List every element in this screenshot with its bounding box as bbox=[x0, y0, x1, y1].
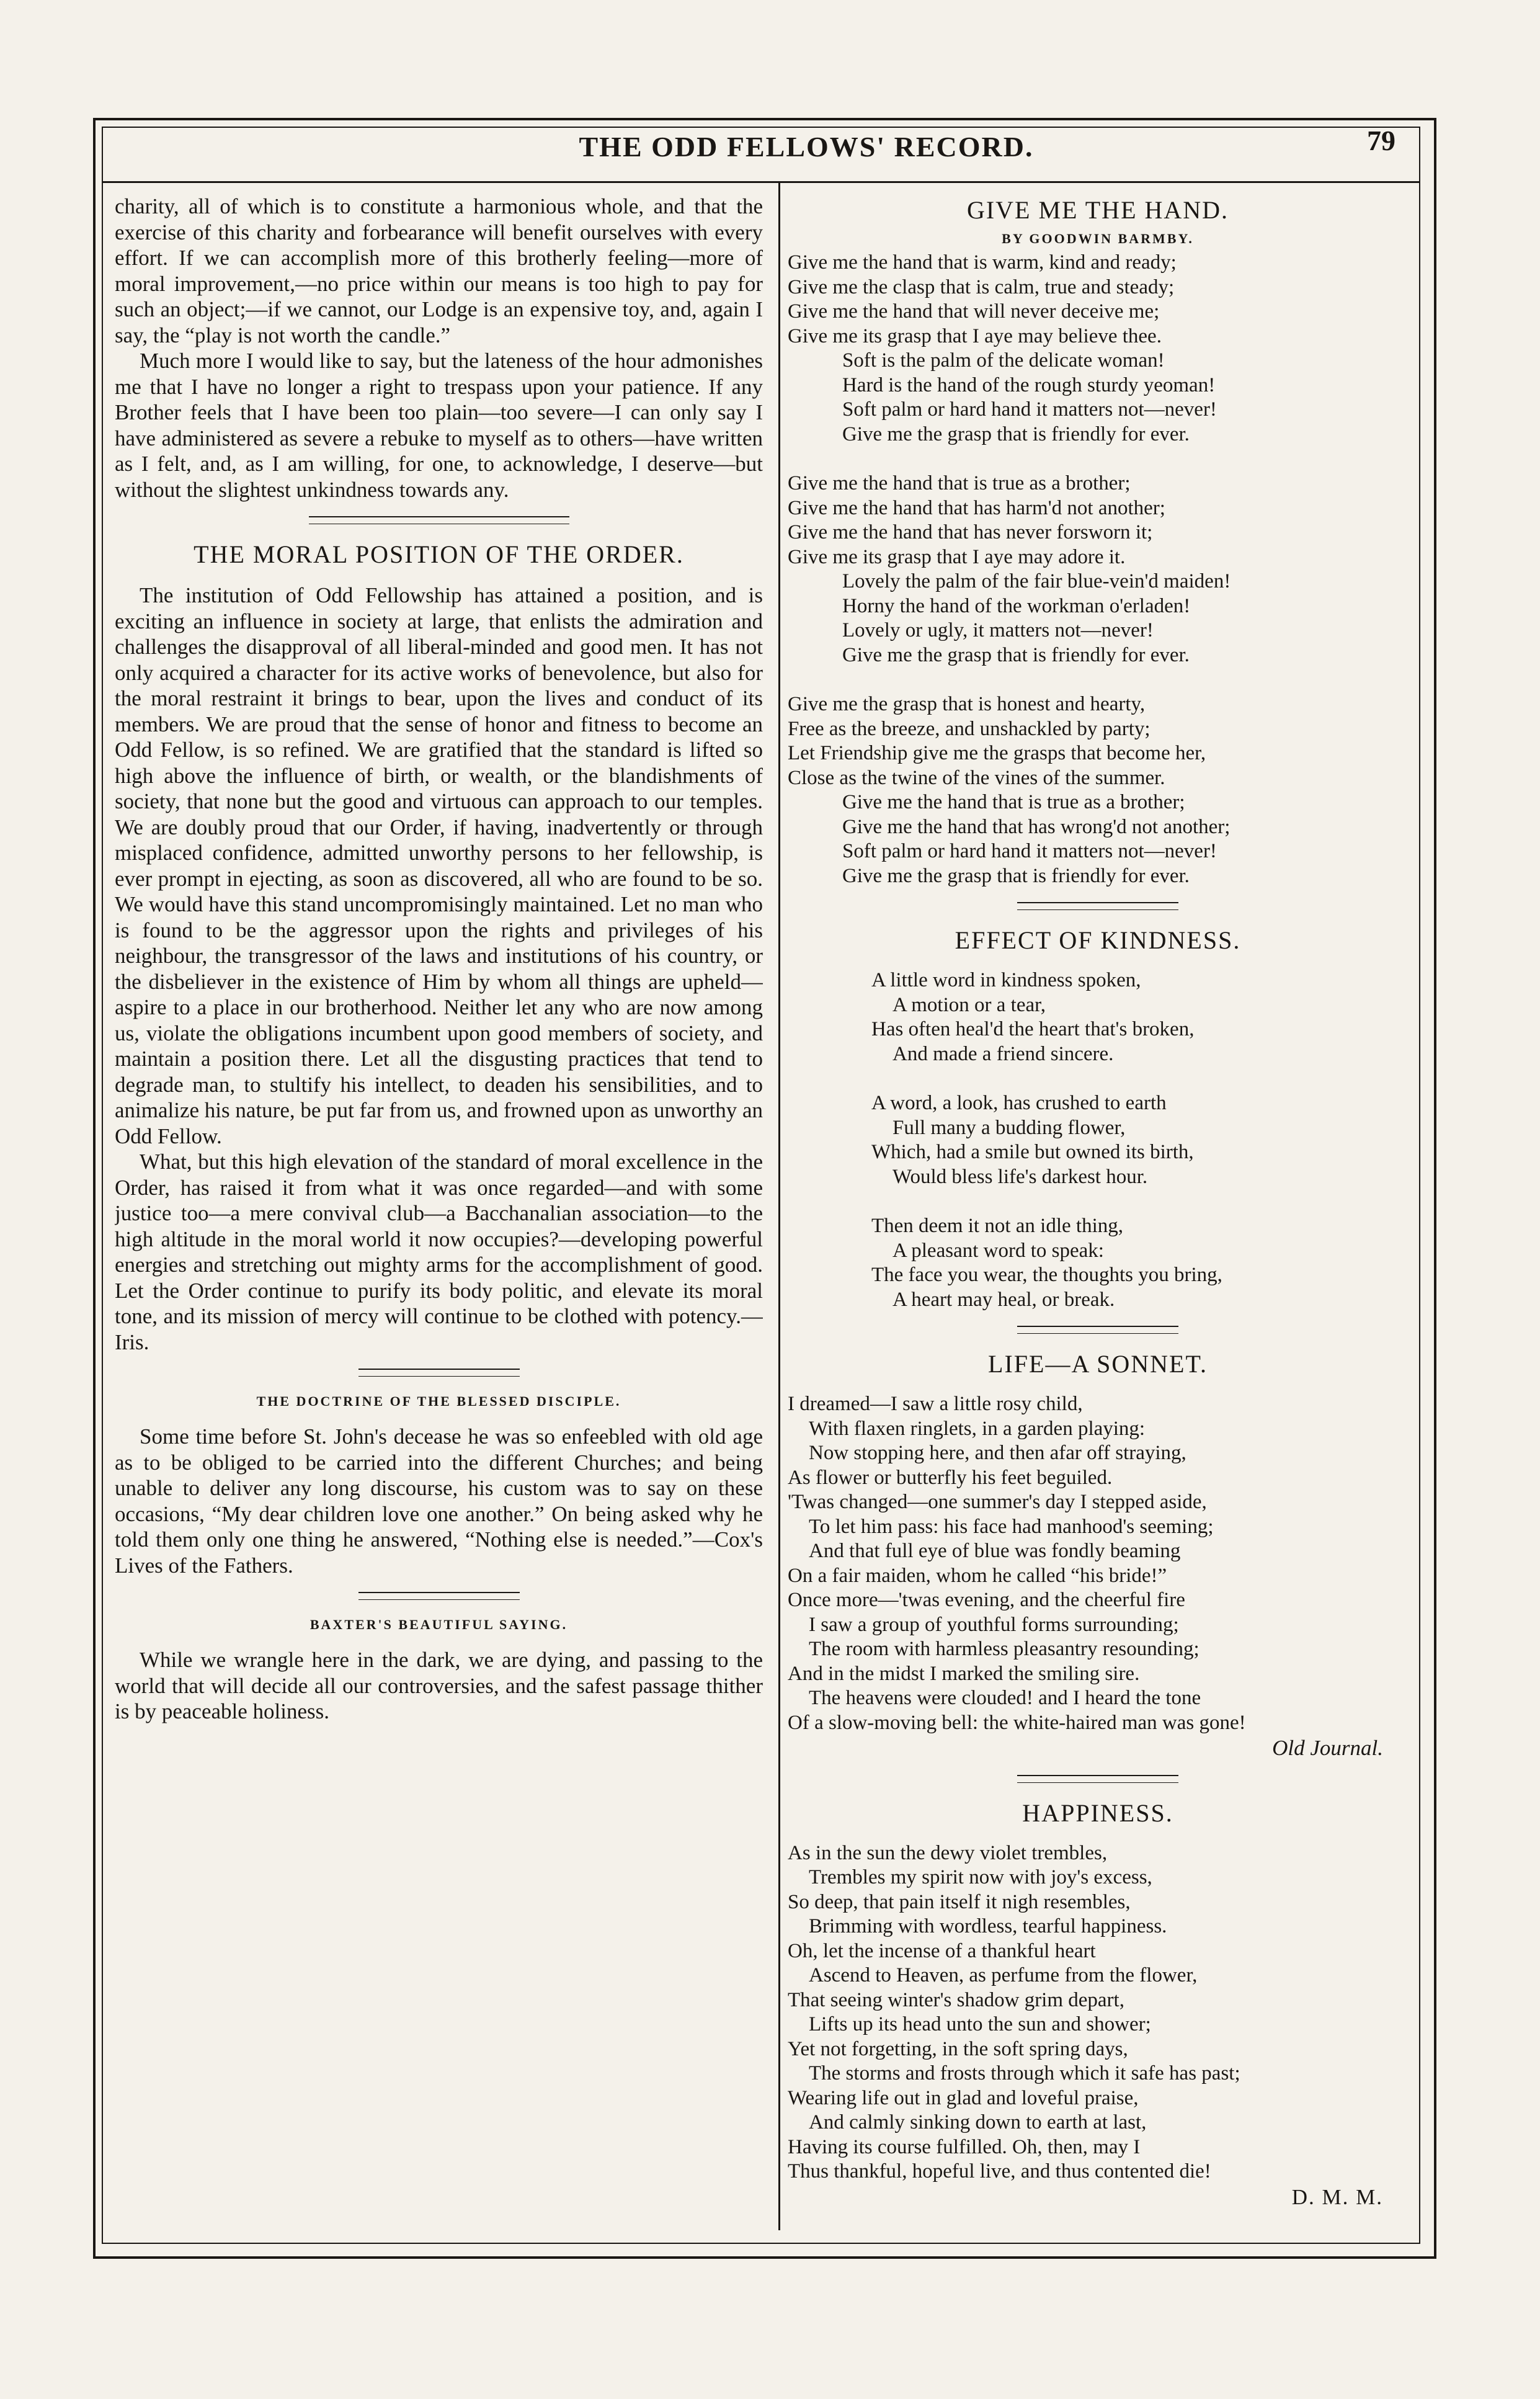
verse-line: Give me the clasp that is calm, true and steady; bbox=[788, 275, 1175, 298]
section-separator bbox=[358, 1592, 520, 1600]
poem-signature: D. M. M. bbox=[1291, 2184, 1383, 2209]
verse-line: With flaxen ringlets, in a garden playing: bbox=[809, 1417, 1146, 1440]
verse-line: And that full eye of blue was fondly beaming bbox=[809, 1540, 1181, 1562]
verse-line: Give me its grasp that I aye may believe thee. bbox=[788, 324, 1162, 347]
verse-line: Lovely or ugly, it matters not—never! bbox=[842, 619, 1154, 641]
verse-line: Give me the hand that will never deceive me; bbox=[788, 300, 1160, 323]
verse-line: As in the sun the dewy violet trembles, bbox=[788, 1841, 1108, 1864]
poem-title-life-sonnet: LIFE—A SONNET. bbox=[988, 1350, 1208, 1378]
verse-line: Give me the hand that is true as a brother; bbox=[788, 472, 1131, 494]
verse-line: Having its course fulfilled. Oh, then, may I bbox=[788, 2135, 1141, 2158]
verse-line: The face you wear, the thoughts you bring, bbox=[871, 1264, 1222, 1286]
verse-line: A word, a look, has crushed to earth bbox=[871, 1092, 1167, 1114]
verse-line: Close as the twine of the vines of the summer. bbox=[788, 766, 1165, 789]
running-title: THE ODD FELLOWS' RECORD. bbox=[579, 131, 1034, 163]
verse-line: Give me the grasp that is friendly for ever. bbox=[842, 422, 1190, 445]
verse-line: Which, had a smile but owned its birth, bbox=[871, 1141, 1194, 1163]
article-title-baxter: BAXTER'S BEAUTIFUL SAYING. bbox=[309, 1617, 568, 1632]
header-rule bbox=[102, 181, 1419, 183]
verse-line: Give me the grasp that is friendly for ever. bbox=[842, 864, 1190, 887]
poem-byline: BY GOODWIN BARMBY. bbox=[1002, 231, 1194, 246]
right-column bbox=[788, 194, 1408, 2241]
article-paragraph: Some time before St. John's decease he was so enfeebled with old age as to be obliged to be carried into the different Churches; and being unable to deliver any long discourse, his custom was to say on these occasions, “My dear children love one another.” On being asked why he told them only one thing he answered, “Nothing else is needed.”—Cox's Lives of the Fathers. bbox=[115, 1424, 763, 1578]
verse-line: Hard is the hand of the rough sturdy yeoman! bbox=[842, 373, 1216, 396]
verse-line: A pleasant word to speak: bbox=[892, 1239, 1104, 1262]
section-separator bbox=[1017, 1326, 1178, 1334]
verse-line: I saw a group of youthful forms surrounding; bbox=[809, 1613, 1179, 1636]
verse-line: Lovely the palm of the fair blue-vein'd maiden! bbox=[842, 570, 1231, 592]
verse-line: The storms and frosts through which it safe has past; bbox=[809, 2062, 1240, 2084]
verse-line: A motion or a tear, bbox=[892, 993, 1046, 1016]
verse-line: Lifts up its head unto the sun and shower; bbox=[809, 2013, 1151, 2035]
verse-line: And in the midst I marked the smiling sire. bbox=[788, 1662, 1140, 1685]
verse-line: Give me the hand that is true as a brother; bbox=[842, 791, 1185, 813]
article-paragraph: What, but this high elevation of the standard of moral excellence in the Order, has raised it from what it was once regarded—and with some justice too—a mere convival club—a Bacchanalian association—to the high altitude in the moral world it now occupies?—developing powerful energies and stretching out mighty arms for the accomplishment of good. Let the Order continue to purify its body politic, and elevate its moral tone, and its mission of mercy will continue to be clothed with potency.—Iris. bbox=[115, 1150, 763, 1354]
column-divider bbox=[778, 183, 780, 2230]
left-column bbox=[115, 194, 763, 2241]
poem-effect-of-kindness bbox=[788, 968, 1408, 1312]
verse-line: Give me the hand that has wrong'd not another; bbox=[842, 815, 1231, 838]
verse-line: Give me its grasp that I aye may adore it. bbox=[788, 545, 1126, 568]
continued-paragraph: charity, all of which is to constitute a harmonious whole, and that the exercise of this charity and forbearance will benefit ourselves with every effort. If we can accomplish more of this brotherly feeling—more of moral improvement,—no price within our means is too high to pay for such an object;—if we cannot, our Lodge is an expensive toy, and, again I say, the “play is not worth the candle.” bbox=[115, 194, 763, 347]
verse-line: Soft palm or hard hand it matters not—never! bbox=[842, 398, 1217, 421]
verse-line: Give me the grasp that is friendly for ever. bbox=[842, 643, 1190, 666]
verse-line: Soft palm or hard hand it matters not—never! bbox=[842, 840, 1217, 862]
verse-line: That seeing winter's shadow grim depart, bbox=[788, 1988, 1124, 2011]
verse-line: A little word in kindness spoken, bbox=[871, 969, 1141, 991]
page-number: 79 bbox=[1367, 125, 1395, 156]
verse-line: A heart may heal, or break. bbox=[892, 1288, 1115, 1311]
section-separator bbox=[309, 516, 569, 524]
verse-line: Yet not forgetting, in the soft spring days, bbox=[788, 2037, 1128, 2060]
verse-line: 'Twas changed—one summer's day I stepped aside, bbox=[788, 1491, 1207, 1513]
section-separator bbox=[1017, 902, 1178, 910]
verse-line: Give me the hand that is warm, kind and ready; bbox=[788, 251, 1177, 274]
verse-line: Ascend to Heaven, as perfume from the flower, bbox=[809, 1964, 1198, 1986]
verse-line: Let Friendship give me the grasps that become her, bbox=[788, 742, 1206, 764]
article-title-moral-position: THE MORAL POSITION OF THE ORDER. bbox=[194, 540, 684, 568]
verse-line: So deep, that pain itself it nigh resembles, bbox=[788, 1890, 1131, 1913]
verse-line: The room with harmless pleasantry resounding; bbox=[809, 1638, 1200, 1660]
verse-line: Soft is the palm of the delicate woman! bbox=[842, 349, 1165, 372]
verse-line: On a fair maiden, whom he called “his bride!” bbox=[788, 1564, 1167, 1587]
poem-title-effect-of-kindness: EFFECT OF KINDNESS. bbox=[955, 926, 1241, 954]
section-separator bbox=[1017, 1775, 1178, 1783]
verse-line: The heavens were clouded! and I heard the tone bbox=[809, 1687, 1201, 1709]
verse-line: And calmly sinking down to earth at last, bbox=[809, 2111, 1147, 2133]
verse-line: Now stopping here, and then afar off straying, bbox=[809, 1442, 1186, 1464]
verse-line: I dreamed—I saw a little rosy child, bbox=[788, 1393, 1083, 1415]
verse-line: Has often heal'd the heart that's broken, bbox=[871, 1018, 1195, 1040]
verse-line: Then deem it not an idle thing, bbox=[871, 1215, 1123, 1237]
poem-give-me-the-hand bbox=[788, 251, 1408, 888]
poem-title-give-me-the-hand: GIVE ME THE HAND. bbox=[966, 196, 1229, 224]
article-paragraph: While we wrangle here in the dark, we are dying, and passing to the world that will decide all our controversies, and the safest passage thither is by peaceable holiness. bbox=[115, 1648, 763, 1723]
verse-line: Give me the hand that has harm'd not another; bbox=[788, 496, 1165, 519]
verse-line: Full many a budding flower, bbox=[892, 1116, 1126, 1139]
poem-life-sonnet bbox=[788, 1392, 1408, 1735]
verse-line: Wearing life out in glad and loveful praise, bbox=[788, 2086, 1139, 2109]
verse-line: Give me the hand that has never forsworn it; bbox=[788, 521, 1153, 543]
verse-line: To let him pass: his face had manhood's seeming; bbox=[809, 1515, 1214, 1538]
poem-title-happiness: HAPPINESS. bbox=[1022, 1798, 1173, 1827]
verse-line: Would bless life's darkest hour. bbox=[892, 1165, 1148, 1188]
article-title-doctrine: THE DOCTRINE OF THE BLESSED DISCIPLE. bbox=[256, 1393, 621, 1409]
section-separator bbox=[358, 1369, 520, 1377]
verse-line: Once more—'twas evening, and the cheerful fire bbox=[788, 1589, 1185, 1611]
poem-source: Old Journal. bbox=[1272, 1736, 1383, 1760]
verse-line: As flower or butterfly his feet beguiled. bbox=[788, 1466, 1113, 1489]
verse-line: Thus thankful, hopeful live, and thus contented die! bbox=[788, 2160, 1211, 2182]
verse-line: Oh, let the incense of a thankful heart bbox=[788, 1939, 1096, 1962]
verse-line: Trembles my spirit now with joy's excess, bbox=[809, 1866, 1152, 1888]
verse-line: And made a friend sincere. bbox=[892, 1042, 1114, 1065]
verse-line: Free as the breeze, and unshackled by party; bbox=[788, 717, 1151, 740]
verse-line: Brimming with wordless, tearful happiness. bbox=[809, 1915, 1167, 1937]
poem-happiness bbox=[788, 1841, 1408, 2184]
continued-paragraph: Much more I would like to say, but the lateness of the hour admonishes me that I have no longer a right to trespass upon your patience. If any Brother feels that I have been too plain—too severe—I can only say I have administered as severe a rebuke to myself as to others—have written as I felt, and, as I am willing, for one, to acknowledge, I deserve—but without the slightest unkindness towards any. bbox=[115, 349, 763, 502]
verse-line: Give me the grasp that is honest and hearty, bbox=[788, 693, 1146, 715]
verse-line: Of a slow-moving bell: the white-haired man was gone! bbox=[788, 1711, 1246, 1734]
verse-line: Horny the hand of the workman o'erladen! bbox=[842, 594, 1191, 617]
article-paragraph: The institution of Odd Fellowship has attained a position, and is exciting an influence in society at large, that enlists the admiration and challenges the disapproval of all liberal-minded and good men. It has not only acquired a character for its active works of benevolence, but also for the moral restraint it brings to bear, upon the lives and conduct of its members. We are proud that the sense of honor and fitness to become an Odd Fellow, is so refined. We are gratified that the standard is lifted so high above the influence of birth, or wealth, or the blandishments of society, that none but the good and virtuous can approach to our temples. We are doubly proud that our Order, if having, inadvertently or through misplaced confidence, admitted unworthy persons to her fellowship, is ever prompt in ejecting, as soon as discovered, all who are found to be so. We would have this stand uncompromisingly maintained. Let no man who is found to be the aggressor upon the rights and privileges of his neighbour, the transgressor of the laws and institutions of his country, or the disbeliever in the existence of Him by whom all things are upheld—aspire to a place in our brotherhood. Neither let any who are now among us, violate the obligations incumbent upon good members of society, and maintain a position there. Let all the disgusting practices that tend to degrade man, to stultify his intellect, to deaden his sensibilities, and to animalize his nature, be put far from us, and frowned upon as unworthy an Odd Fellow. bbox=[115, 583, 763, 1148]
